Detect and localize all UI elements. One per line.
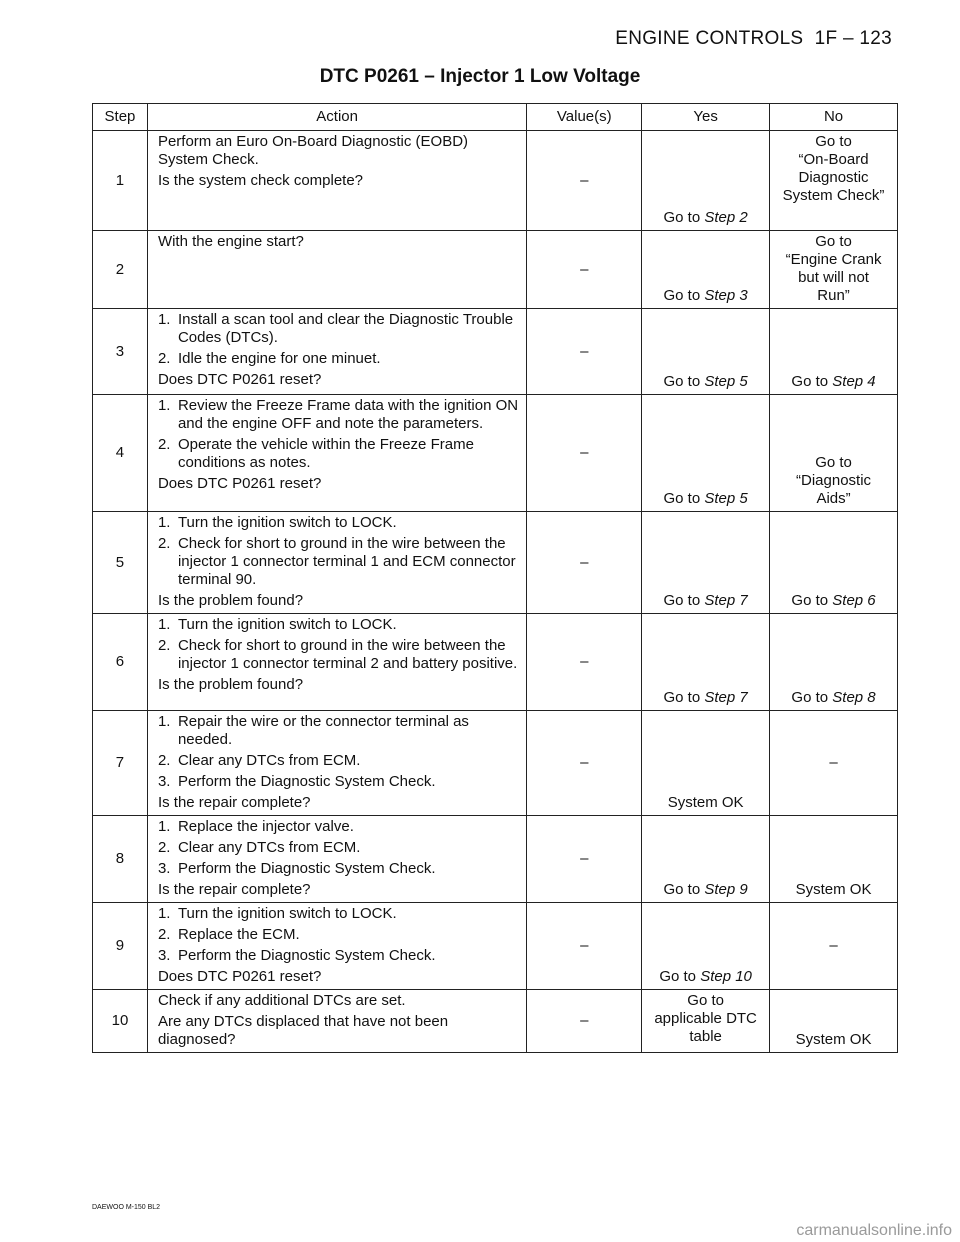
list-text: Replace the injector valve. xyxy=(177,818,354,835)
action-list-item xyxy=(158,860,518,878)
step-number: 10 xyxy=(93,990,148,1053)
step-reference: Step 2 xyxy=(704,209,748,226)
step-number: 9 xyxy=(93,903,148,990)
list-text: Repair the wire or the connector terminal as needed. xyxy=(177,713,469,748)
step-number: 6 xyxy=(93,614,148,711)
step-reference: Step 4 xyxy=(832,373,876,390)
action-text: Is the problem found? xyxy=(157,592,304,609)
yes-cell xyxy=(642,903,770,990)
list-number: 2. xyxy=(157,926,171,943)
list-text: Check for short to ground in the wire between the injector 1 connector terminal 2 and battery positive. xyxy=(177,637,518,672)
action-list-item xyxy=(158,926,518,944)
step-reference: Step 10 xyxy=(700,968,752,985)
table-row xyxy=(93,395,898,512)
step-reference: Step 9 xyxy=(704,881,748,898)
step-number: 8 xyxy=(93,816,148,903)
action-list-item xyxy=(158,818,518,836)
list-text: Turn the ignition switch to LOCK. xyxy=(177,616,397,633)
step-reference: Step 7 xyxy=(704,592,748,609)
no-cell xyxy=(770,231,898,309)
action-list-item xyxy=(158,947,518,965)
no-line: Go to xyxy=(815,233,852,250)
list-text: Perform the Diagnostic System Check. xyxy=(177,947,436,964)
step-number: 7 xyxy=(93,711,148,816)
no-line: “On-Board xyxy=(798,151,869,168)
value-cell: – xyxy=(527,512,642,614)
no-cell xyxy=(770,309,898,395)
list-number: 1. xyxy=(157,818,171,835)
list-number: 1. xyxy=(157,514,171,531)
yes-cell xyxy=(642,614,770,711)
list-text: Perform the Diagnostic System Check. xyxy=(177,860,436,877)
list-number: 2. xyxy=(157,436,171,453)
no-line: “Diagnostic xyxy=(796,472,872,489)
table-row xyxy=(93,816,898,903)
list-number: 1. xyxy=(157,713,171,730)
list-text: Install a scan tool and clear the Diagnostic Trouble Codes (DTCs). xyxy=(177,311,514,346)
action-cell xyxy=(147,816,526,903)
list-number: 2. xyxy=(157,535,171,552)
step-reference: Step 3 xyxy=(704,287,748,304)
action-text: Is the problem found? xyxy=(157,676,304,693)
yes-cell xyxy=(642,231,770,309)
step-number: 4 xyxy=(93,395,148,512)
page-title: DTC P0261 – Injector 1 Low Voltage xyxy=(319,66,641,87)
value-cell: – xyxy=(527,309,642,395)
yes-line: table xyxy=(689,1028,722,1045)
value-cell: – xyxy=(527,395,642,512)
action-list-item xyxy=(158,311,518,347)
action-cell xyxy=(147,395,526,512)
goto-label: Go to xyxy=(663,689,705,706)
action-list-item xyxy=(158,773,518,791)
action-list-item xyxy=(158,713,518,749)
value-cell: – xyxy=(527,231,642,309)
footer-model: DAEWOO M-150 BL2 xyxy=(92,1204,161,1211)
no-line: Diagnostic xyxy=(798,169,869,186)
list-number: 1. xyxy=(157,905,171,922)
no-cell xyxy=(770,512,898,614)
no-line: “Engine Crank xyxy=(785,251,882,268)
value-cell: – xyxy=(527,711,642,816)
section-title: ENGINE CONTROLS xyxy=(615,28,804,49)
action-text: Is the system check complete? xyxy=(157,172,364,189)
no-cell xyxy=(770,614,898,711)
no-line: Run” xyxy=(817,287,850,304)
goto-label: Go to xyxy=(659,968,701,985)
action-text: Is the repair complete? xyxy=(157,881,311,898)
yes-line: applicable DTC xyxy=(654,1010,757,1027)
list-text: Turn the ignition switch to LOCK. xyxy=(177,514,397,531)
no-cell xyxy=(770,711,898,816)
action-list-item xyxy=(158,397,518,433)
action-cell xyxy=(147,309,526,395)
no-line: but will not xyxy=(798,269,869,286)
value-cell: – xyxy=(527,816,642,903)
column-header-no: No xyxy=(770,104,898,131)
goto-label: Go to xyxy=(663,287,705,304)
value-cell: – xyxy=(527,131,642,231)
action-cell xyxy=(147,711,526,816)
goto-label: Go to xyxy=(663,592,705,609)
list-text: Check for short to ground in the wire between the injector 1 connector terminal 1 and ECM connector terminal 90. xyxy=(177,535,516,588)
table-row xyxy=(93,990,898,1053)
action-cell xyxy=(147,231,526,309)
no-cell xyxy=(770,990,898,1053)
goto-label: Go to xyxy=(791,373,833,390)
table-row xyxy=(93,903,898,990)
watermark: carmanualsonline.info xyxy=(796,1222,952,1239)
table-row xyxy=(93,231,898,309)
table-row xyxy=(93,711,898,816)
yes-cell xyxy=(642,512,770,614)
action-list-item xyxy=(158,535,518,589)
step-number: 3 xyxy=(93,309,148,395)
goto-label: Go to xyxy=(663,490,705,507)
yes-line: Go to xyxy=(687,992,724,1009)
list-number: 2. xyxy=(157,350,171,367)
list-number: 1. xyxy=(157,311,171,328)
step-number: 1 xyxy=(93,131,148,231)
no-cell xyxy=(770,903,898,990)
action-text: Are any DTCs displaced that have not been diagnosed? xyxy=(157,1013,449,1048)
list-text: Clear any DTCs from ECM. xyxy=(177,839,361,856)
table-row xyxy=(93,512,898,614)
action-cell xyxy=(147,903,526,990)
list-text: Replace the ECM. xyxy=(177,926,300,943)
table-row xyxy=(93,614,898,711)
action-cell xyxy=(147,131,526,231)
value-cell: – xyxy=(527,614,642,711)
no-cell xyxy=(770,395,898,512)
list-number: 1. xyxy=(157,397,171,414)
action-list-item xyxy=(158,637,518,673)
table-header-row xyxy=(93,104,898,131)
list-number: 1. xyxy=(157,616,171,633)
list-text: Clear any DTCs from ECM. xyxy=(177,752,361,769)
step-reference: Step 5 xyxy=(704,373,748,390)
list-text: Idle the engine for one minuet. xyxy=(177,350,381,367)
no-text: System OK xyxy=(795,881,872,898)
step-number: 2 xyxy=(93,231,148,309)
column-header-values: Value(s) xyxy=(527,104,642,131)
action-list-item xyxy=(158,616,518,634)
action-text: Is the repair complete? xyxy=(157,794,311,811)
list-text: Perform the Diagnostic System Check. xyxy=(177,773,436,790)
value-cell: – xyxy=(527,903,642,990)
diagnostic-table xyxy=(92,103,898,1053)
yes-cell xyxy=(642,131,770,231)
action-cell xyxy=(147,512,526,614)
action-text: Does DTC P0261 reset? xyxy=(157,371,322,388)
no-text: – xyxy=(829,936,838,954)
no-cell xyxy=(770,131,898,231)
action-cell xyxy=(147,614,526,711)
no-line: System Check” xyxy=(782,187,885,204)
column-header-step: Step xyxy=(93,104,148,131)
goto-label: Go to xyxy=(663,209,705,226)
no-cell xyxy=(770,816,898,903)
step-number: 5 xyxy=(93,512,148,614)
action-list-item xyxy=(158,514,518,532)
table-row xyxy=(93,309,898,395)
action-text: Perform an Euro On-Board Diagnostic (EOBD) System Check. xyxy=(157,133,469,168)
list-text: Turn the ignition switch to LOCK. xyxy=(177,905,397,922)
action-text: Check if any additional DTCs are set. xyxy=(157,992,406,1009)
action-list-item xyxy=(158,839,518,857)
table-row xyxy=(93,131,898,231)
yes-cell xyxy=(642,309,770,395)
no-line: Go to xyxy=(815,454,852,471)
yes-cell xyxy=(642,990,770,1053)
action-list-item xyxy=(158,436,518,472)
list-number: 3. xyxy=(157,773,171,790)
action-list-item xyxy=(158,752,518,770)
no-text: – xyxy=(829,753,838,771)
list-number: 2. xyxy=(157,839,171,856)
list-number: 3. xyxy=(157,947,171,964)
goto-label: Go to xyxy=(791,592,833,609)
action-list-item xyxy=(158,905,518,923)
action-text: With the engine start? xyxy=(157,233,304,250)
action-list-item xyxy=(158,350,518,368)
list-text: Operate the vehicle within the Freeze Frame conditions as notes. xyxy=(177,436,474,471)
yes-cell xyxy=(642,816,770,903)
list-number: 2. xyxy=(157,637,171,654)
column-header-action: Action xyxy=(147,104,526,131)
yes-cell xyxy=(642,395,770,512)
yes-cell xyxy=(642,711,770,816)
step-reference: Step 7 xyxy=(704,689,748,706)
yes-text: System OK xyxy=(667,794,744,811)
value-cell: – xyxy=(527,990,642,1053)
goto-label: Go to xyxy=(663,881,705,898)
list-text: Review the Freeze Frame data with the ignition ON and the engine OFF and note the parameters. xyxy=(177,397,519,432)
column-header-yes: Yes xyxy=(642,104,770,131)
no-line: Aids” xyxy=(816,490,851,507)
step-reference: Step 6 xyxy=(832,592,876,609)
list-number: 3. xyxy=(157,860,171,877)
action-cell xyxy=(147,990,526,1053)
goto-label: Go to xyxy=(663,373,705,390)
no-text: System OK xyxy=(795,1031,872,1048)
action-text: Does DTC P0261 reset? xyxy=(157,475,322,492)
step-reference: Step 5 xyxy=(704,490,748,507)
no-line: Go to xyxy=(815,133,852,150)
list-number: 2. xyxy=(157,752,171,769)
goto-label: Go to xyxy=(791,689,833,706)
page-number: 1F – 123 xyxy=(814,28,892,49)
step-reference: Step 8 xyxy=(832,689,876,706)
page-header xyxy=(615,28,892,50)
action-text: Does DTC P0261 reset? xyxy=(157,968,322,985)
